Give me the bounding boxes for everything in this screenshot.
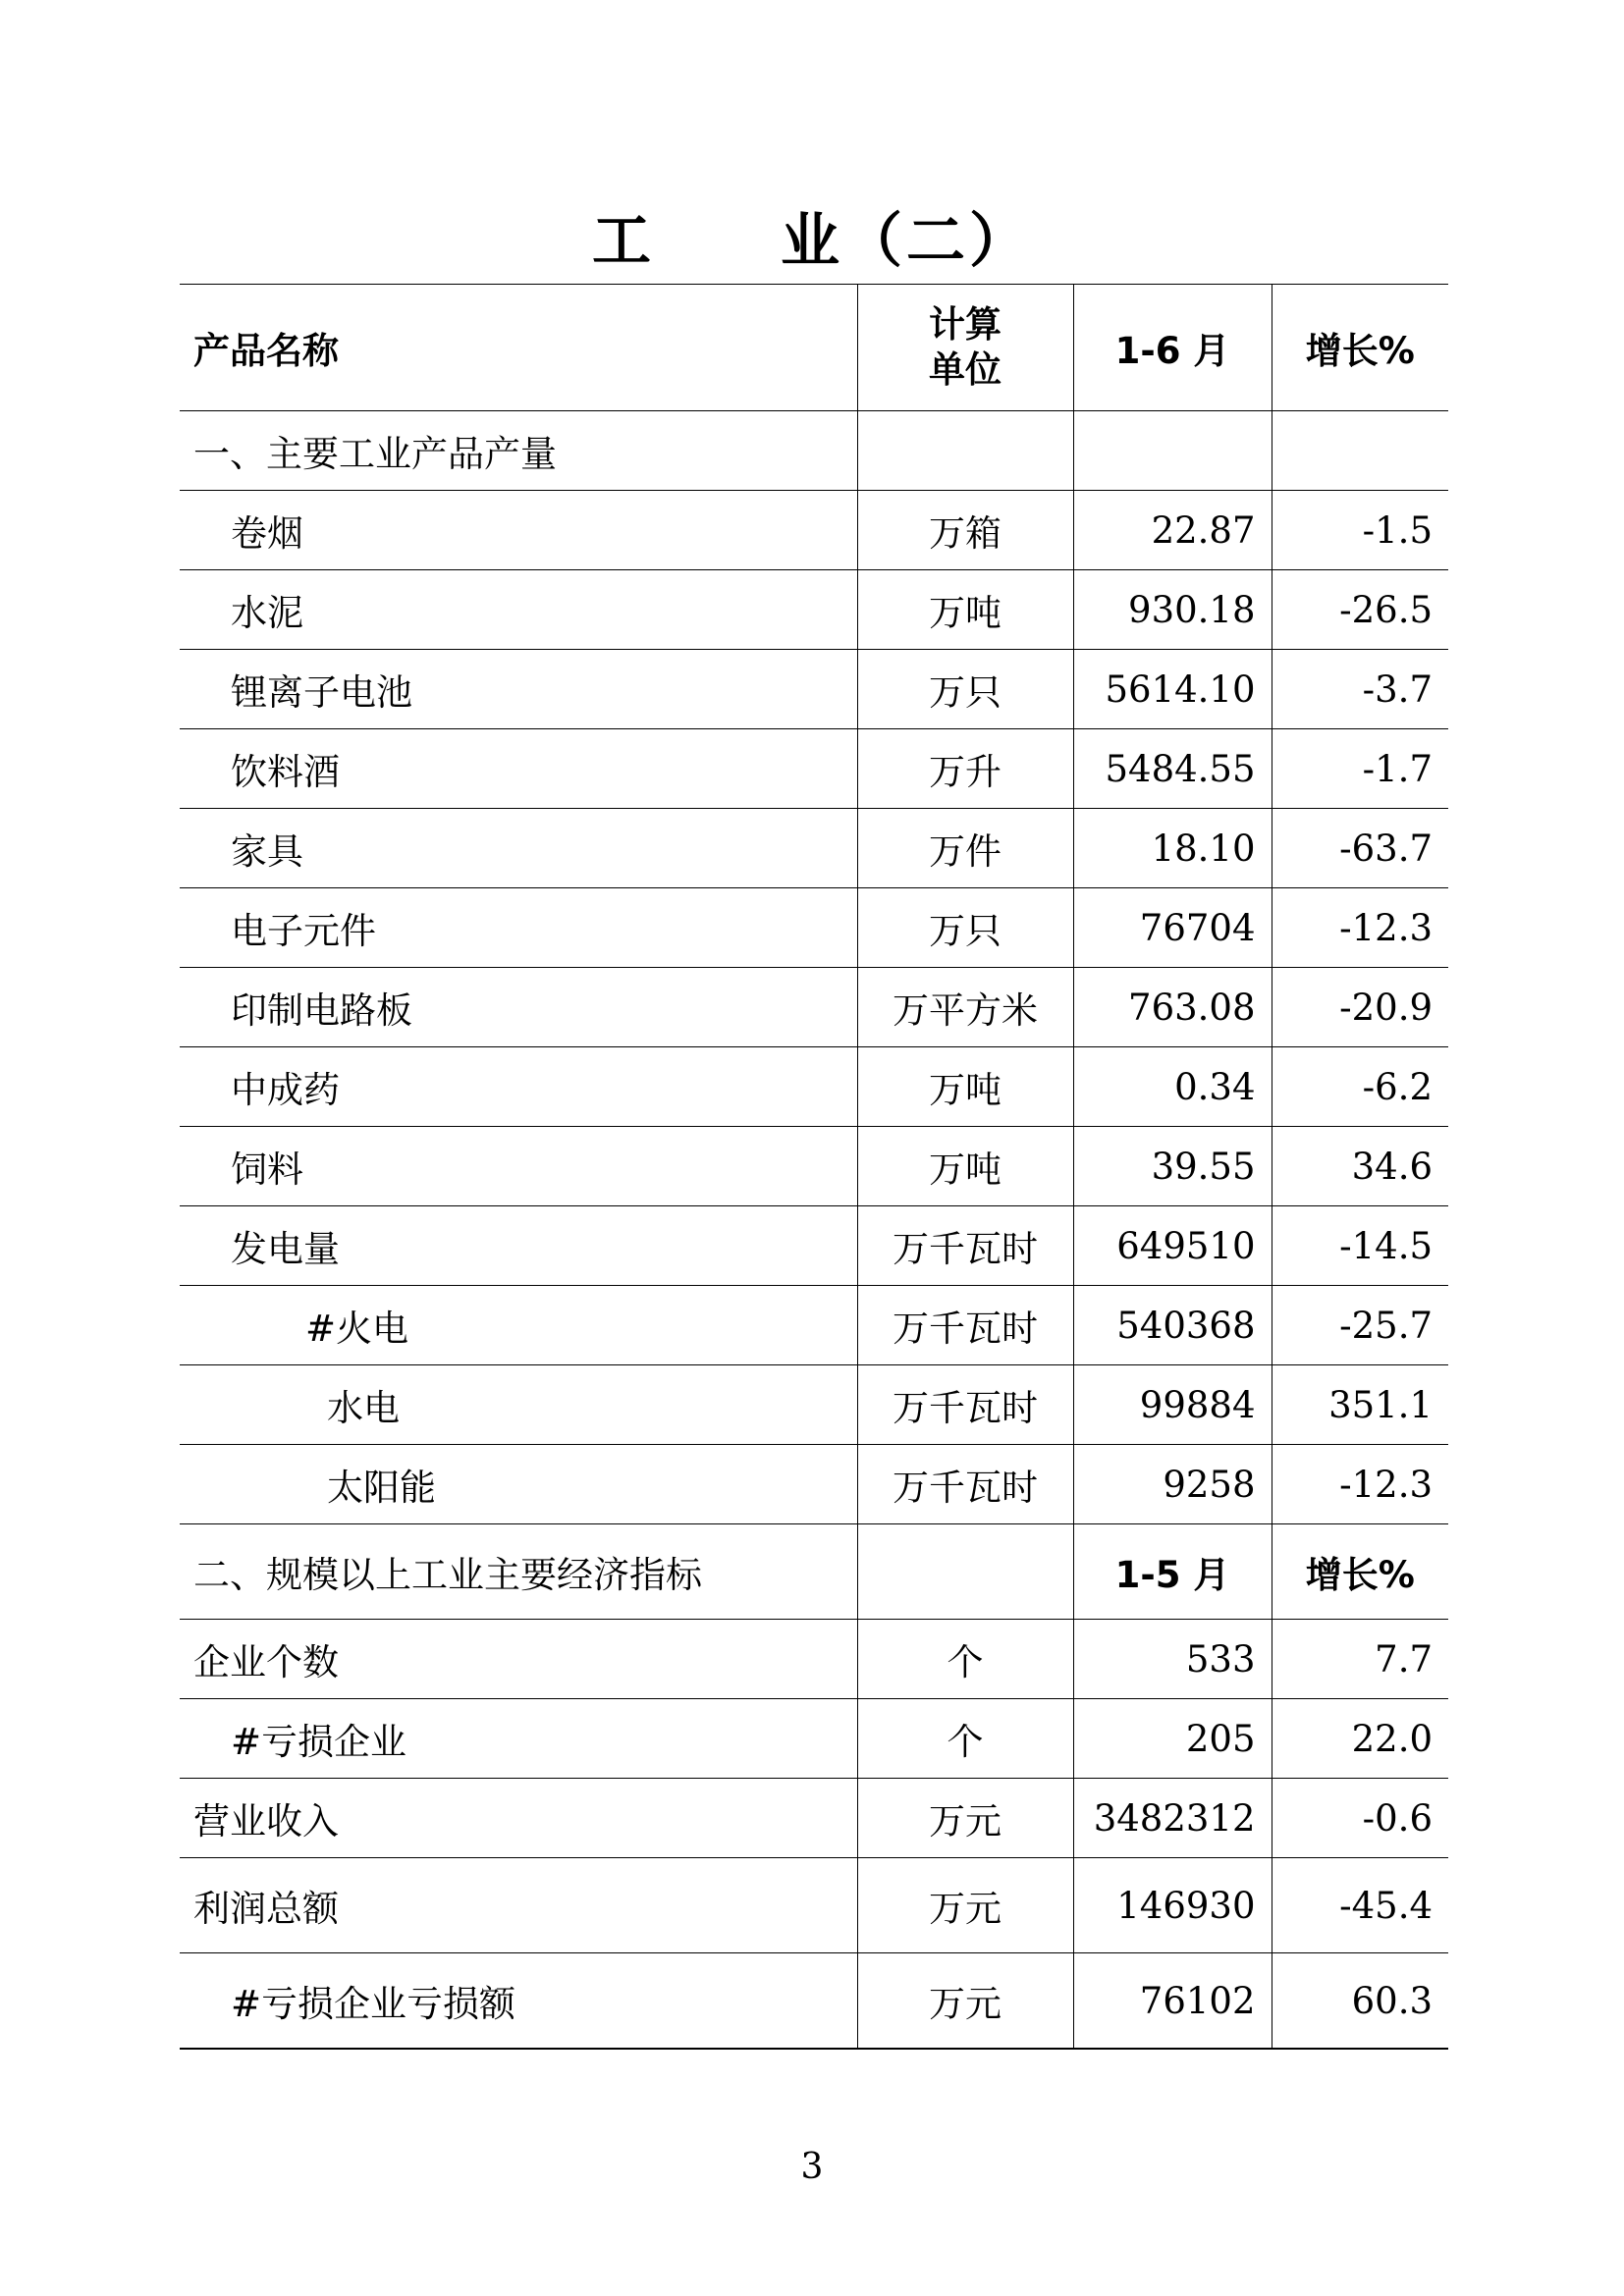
header-growth: 增长% <box>1272 285 1448 411</box>
section1-title: 一、主要工业产品产量 <box>180 411 857 491</box>
growth-cell: 34.6 <box>1272 1127 1448 1206</box>
unit-cell: 万吨 <box>857 1127 1073 1206</box>
table-row <box>180 1858 1448 1953</box>
unit-cell: 万元 <box>857 1953 1073 2050</box>
product-name-cell: 家具 <box>180 809 857 888</box>
product-name-cell: 营业收入 <box>180 1779 857 1858</box>
value-cell: 763.08 <box>1073 968 1272 1047</box>
growth-cell: -12.3 <box>1272 888 1448 968</box>
unit-cell: 万吨 <box>857 1047 1073 1127</box>
unit-cell: 万元 <box>857 1858 1073 1953</box>
product-name-cell: 太阳能 <box>180 1445 857 1524</box>
table-row <box>180 1286 1448 1365</box>
table-row <box>180 809 1448 888</box>
section1-title-row <box>180 411 1448 491</box>
value-cell: 22.87 <box>1073 491 1272 570</box>
header-period: 1-6 月 <box>1073 285 1272 411</box>
product-name-cell: 利润总额 <box>180 1858 857 1953</box>
unit-cell: 万吨 <box>857 570 1073 650</box>
unit-cell: 万元 <box>857 1779 1073 1858</box>
product-name-cell: 水电 <box>180 1365 857 1445</box>
product-name-cell: 印制电路板 <box>180 968 857 1047</box>
value-cell: 5484.55 <box>1073 729 1272 809</box>
growth-cell: 351.1 <box>1272 1365 1448 1445</box>
header-product-name: 产品名称 <box>180 285 857 411</box>
growth-cell: -45.4 <box>1272 1858 1448 1953</box>
section2-growth: 增长% <box>1272 1524 1448 1620</box>
header-unit-line2: 单位 <box>929 348 1001 391</box>
section1-growth-cell <box>1272 411 1448 491</box>
growth-cell: -12.3 <box>1272 1445 1448 1524</box>
value-cell: 39.55 <box>1073 1127 1272 1206</box>
product-name-cell: 水泥 <box>180 570 857 650</box>
table-header-row <box>180 285 1448 411</box>
product-name-cell: #亏损企业 <box>180 1699 857 1779</box>
value-cell: 540368 <box>1073 1286 1272 1365</box>
unit-cell: 个 <box>857 1699 1073 1779</box>
growth-cell: -14.5 <box>1272 1206 1448 1286</box>
value-cell: 0.34 <box>1073 1047 1272 1127</box>
table-row <box>180 1699 1448 1779</box>
value-cell: 18.10 <box>1073 809 1272 888</box>
growth-cell: -25.7 <box>1272 1286 1448 1365</box>
table-row <box>180 570 1448 650</box>
section2-title: 二、规模以上工业主要经济指标 <box>180 1524 857 1620</box>
unit-cell: 万千瓦时 <box>857 1286 1073 1365</box>
unit-cell: 万千瓦时 <box>857 1206 1073 1286</box>
table-row <box>180 1365 1448 1445</box>
unit-cell: 万千瓦时 <box>857 1445 1073 1524</box>
section2-unit-cell <box>857 1524 1073 1620</box>
product-name-cell: 企业个数 <box>180 1620 857 1699</box>
table-row <box>180 491 1448 570</box>
value-cell: 533 <box>1073 1620 1272 1699</box>
value-cell: 9258 <box>1073 1445 1272 1524</box>
table-row <box>180 1047 1448 1127</box>
value-cell: 76102 <box>1073 1953 1272 2050</box>
growth-cell: -6.2 <box>1272 1047 1448 1127</box>
value-cell: 146930 <box>1073 1858 1272 1953</box>
product-name-cell: 锂离子电池 <box>180 650 857 729</box>
growth-cell: 60.3 <box>1272 1953 1448 2050</box>
product-name-cell: 发电量 <box>180 1206 857 1286</box>
growth-cell: -26.5 <box>1272 570 1448 650</box>
page-number: 3 <box>800 2147 824 2187</box>
table-row <box>180 1779 1448 1858</box>
header-unit <box>857 285 1073 411</box>
value-cell: 205 <box>1073 1699 1272 1779</box>
table-row <box>180 1620 1448 1699</box>
table-row <box>180 729 1448 809</box>
growth-cell: -20.9 <box>1272 968 1448 1047</box>
section1-unit-cell <box>857 411 1073 491</box>
unit-cell: 万件 <box>857 809 1073 888</box>
product-name-cell: #亏损企业亏损额 <box>180 1953 857 2050</box>
unit-cell: 个 <box>857 1620 1073 1699</box>
growth-cell: 7.7 <box>1272 1620 1448 1699</box>
value-cell: 930.18 <box>1073 570 1272 650</box>
industry-statistics-table <box>180 284 1448 2050</box>
table-row <box>180 1953 1448 2050</box>
product-name-cell: 卷烟 <box>180 491 857 570</box>
product-name-cell: 中成药 <box>180 1047 857 1127</box>
growth-cell: -63.7 <box>1272 809 1448 888</box>
unit-cell: 万千瓦时 <box>857 1365 1073 1445</box>
growth-cell: 22.0 <box>1272 1699 1448 1779</box>
unit-cell: 万平方米 <box>857 968 1073 1047</box>
growth-cell: -1.5 <box>1272 491 1448 570</box>
table-row <box>180 888 1448 968</box>
table-row <box>180 968 1448 1047</box>
section1-value-cell <box>1073 411 1272 491</box>
growth-cell: -1.7 <box>1272 729 1448 809</box>
unit-cell: 万升 <box>857 729 1073 809</box>
section2-period: 1-5 月 <box>1073 1524 1272 1620</box>
unit-cell: 万箱 <box>857 491 1073 570</box>
growth-cell: -0.6 <box>1272 1779 1448 1858</box>
value-cell: 649510 <box>1073 1206 1272 1286</box>
growth-cell: -3.7 <box>1272 650 1448 729</box>
value-cell: 76704 <box>1073 888 1272 968</box>
section2-title-row <box>180 1524 1448 1620</box>
product-name-cell: #火电 <box>180 1286 857 1365</box>
value-cell: 99884 <box>1073 1365 1272 1445</box>
unit-cell: 万只 <box>857 650 1073 729</box>
unit-cell: 万只 <box>857 888 1073 968</box>
product-name-cell: 饲料 <box>180 1127 857 1206</box>
product-name-cell: 电子元件 <box>180 888 857 968</box>
table-row <box>180 650 1448 729</box>
table-row <box>180 1206 1448 1286</box>
header-unit-line1: 计算 <box>929 303 1001 346</box>
product-name-cell: 饮料酒 <box>180 729 857 809</box>
table-row <box>180 1445 1448 1524</box>
value-cell: 5614.10 <box>1073 650 1272 729</box>
value-cell: 3482312 <box>1073 1779 1272 1858</box>
table-row <box>180 1127 1448 1206</box>
page-title: 工 业（二） <box>592 207 1032 276</box>
